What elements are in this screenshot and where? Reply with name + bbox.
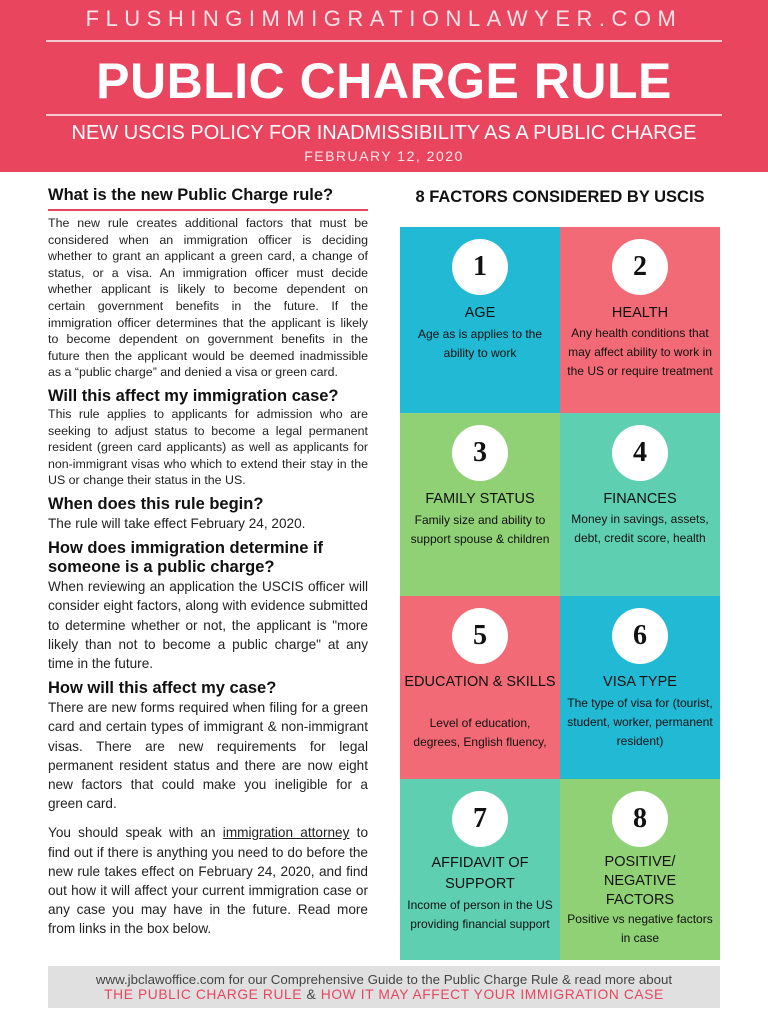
factor-name: FINANCES [603, 491, 677, 507]
closing-text-end: to find out if there is anything you need to do before the new rule takes effect on February 24, 2020, and find out how it will affect your current immigration case or any case you may have in the future. Read more from links in the box below. [48, 825, 369, 937]
footer-box [48, 966, 720, 1008]
faq-question: Will this affect my immigration case? [48, 386, 339, 405]
publish-date: FEBRUARY 12, 2020 [304, 148, 464, 164]
factor-description: Income of person in the US providing financial support [407, 898, 553, 931]
factor-card-age [400, 227, 560, 413]
factor-card-family-status [400, 413, 560, 596]
factor-name: AGE [464, 305, 496, 321]
number-badge: 7 [452, 791, 508, 847]
factor-card-visa-type [560, 596, 720, 779]
number-badge: 8 [612, 791, 668, 847]
factor-card-education-skills [400, 596, 560, 779]
factors-title: 8 FACTORS CONSIDERED BY USCIS [415, 188, 705, 206]
faq-question: How will this affect my case? [48, 679, 277, 698]
faq-question: What is the new Public Charge rule? [48, 186, 368, 211]
immigration-case-link[interactable]: HOW IT MAY AFFECT YOUR IMMIGRATION CASE [320, 987, 664, 1002]
faq-answer: This rule applies to applicants for admission who are seeking to adjust status to become a legal permanent resident (green card applicants) as well as applicants for non-immigrant visas who which to extend their stay in the US or change their status in the US. [48, 406, 368, 488]
closing-paragraph [48, 823, 368, 938]
faq-answer: The new rule creates additional factors that must be considered when an immigration officer is deciding whether to grant an applicant a green card, a change of status, or a visa. An immigration officer must decide whether applicant is likely to become dependent on certain government benefits in the future. If the immigration officer determines that the applicant is likely to become dependent on government benefits in the future then the applicant would be deemed inadmissible as a “public charge” and denied a visa or green card. [48, 216, 368, 380]
faq-answer: There are new forms required when filing for a green card and certain types of immigrant & non-immigrant visas. There are new requirements for legal permanent resident status and there are now eight new factors that could make you ineligible for a green card. [48, 700, 368, 812]
header-rule-bottom [46, 114, 722, 116]
factor-description: Positive vs negative factors in case [567, 912, 713, 945]
factor-description: Any health conditions that may affect ability to work in the US or require treatment [567, 326, 713, 378]
factor-description: Family size and ability to support spouse & children [410, 513, 550, 546]
factor-description: Level of education, degrees, English fluency, [413, 716, 547, 749]
faq-column [48, 186, 368, 939]
page-subtitle: NEW USCIS POLICY FOR INADMISSIBILITY AS A PUBLIC CHARGE [71, 122, 697, 144]
factors-grid [400, 227, 720, 960]
factor-description: The type of visa for (tourist, student, worker, permanent resident) [567, 696, 713, 748]
factor-name: EDUCATION & SKILLS [404, 674, 556, 690]
factor-card-finances [560, 413, 720, 596]
faq-question: How does immigration determine if someone is a public charge? [48, 539, 324, 577]
factor-name: HEALTH [611, 305, 669, 321]
page-title: PUBLIC CHARGE RULE [96, 53, 672, 109]
site-name: FLUSHINGIMMIGRATIONLAWYER.COM [85, 6, 683, 31]
footer-ampersand: & [302, 987, 321, 1002]
public-charge-rule-link[interactable]: THE PUBLIC CHARGE RULE [104, 987, 303, 1002]
factor-card-health [560, 227, 720, 413]
factor-card-positive-negative [560, 779, 720, 960]
footer-line: www.jbclawoffice.com for our Comprehensive Guide to the Public Charge Rule & read more about [95, 972, 673, 987]
number-badge: 6 [612, 608, 668, 664]
number-badge: 5 [452, 608, 508, 664]
factor-card-affidavit-of-support [400, 779, 560, 960]
header-banner [0, 0, 768, 172]
faq-question: When does this rule begin? [48, 494, 264, 513]
closing-text-start: You should speak with an [48, 825, 223, 841]
number-badge: 2 [612, 239, 668, 295]
footer-links [48, 987, 720, 1002]
factor-description: Age as is applies to the ability to work [417, 327, 543, 360]
number-badge: 1 [452, 239, 508, 295]
factor-name: VISA TYPE [603, 674, 677, 690]
faq-answer: When reviewing an application the USCIS officer will consider eight factors, along with evidence submitted to determine whether or not, the applicant is "more likely than not to become a public charge" at any time in the future. [48, 579, 368, 671]
factor-description: Money in savings, assets, debt, credit score, health [571, 512, 709, 545]
factor-name: AFFIDAVIT OF SUPPORT [431, 855, 529, 892]
number-badge: 4 [612, 425, 668, 481]
immigration-attorney-link[interactable]: immigration attorney [222, 825, 350, 841]
header-rule-top [46, 40, 722, 42]
factor-name: FAMILY STATUS [425, 491, 535, 507]
faq-answer: The rule will take effect February 24, 2020. [48, 515, 306, 531]
factor-name: POSITIVE/ NEGATIVE FACTORS [603, 854, 677, 908]
number-badge: 3 [452, 425, 508, 481]
